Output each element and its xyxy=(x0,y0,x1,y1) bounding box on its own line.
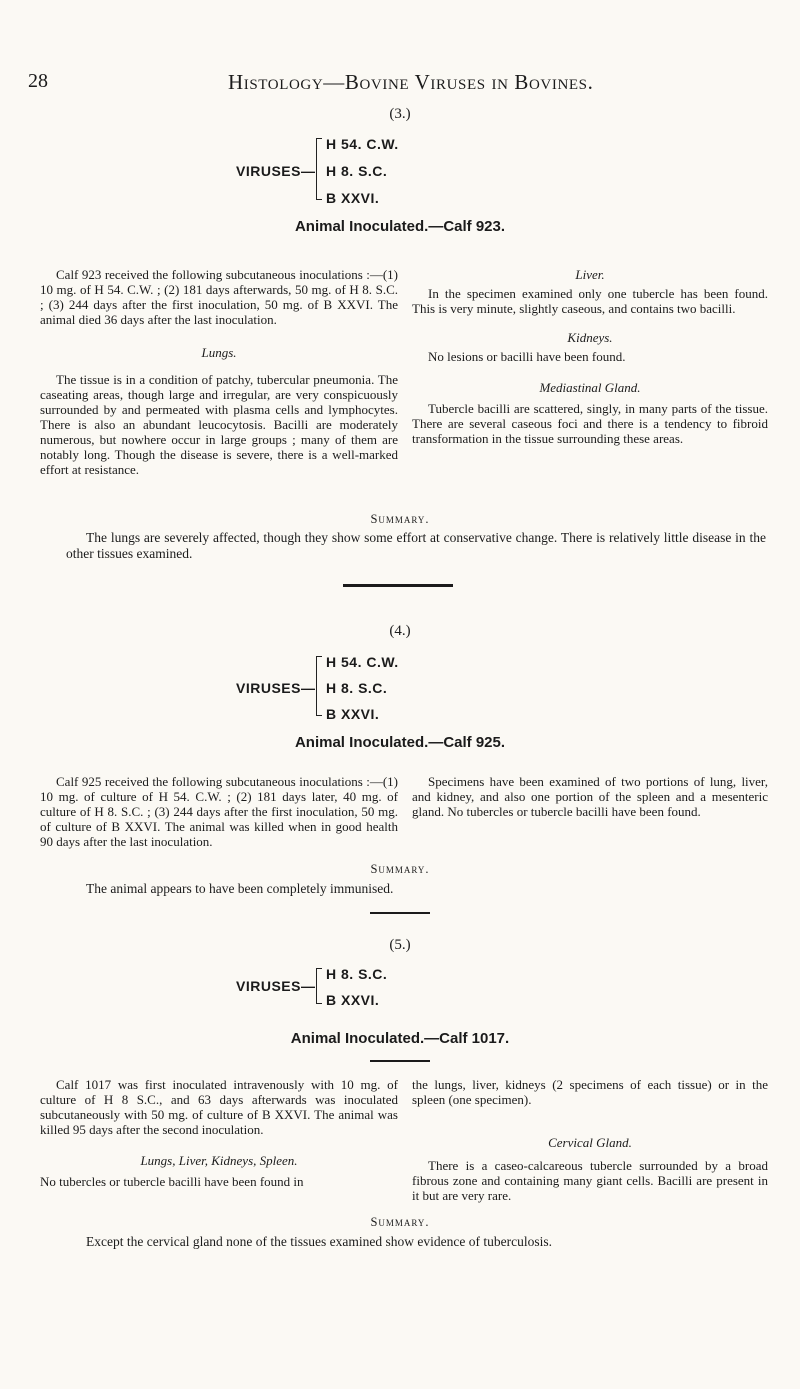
summary-heading: Summary. xyxy=(370,1215,430,1229)
summary-heading: Summary. xyxy=(370,862,430,876)
virus-item: B XXVI. xyxy=(326,706,380,722)
virus-item: B XXVI. xyxy=(326,190,380,206)
mediastinal-paragraph: Tubercle bacilli are scattered, singly, in many parts of the tissue. There are several caseous foci and there is a tendency to fibroid transformation in the tissue surrounding these areas. xyxy=(412,401,768,446)
right-column xyxy=(412,267,768,446)
section-number: (3.) xyxy=(389,106,411,122)
right-column xyxy=(412,1077,768,1203)
page-header xyxy=(28,70,788,100)
animal-title: Animal Inoculated.—Calf 1017. xyxy=(290,1030,510,1047)
kidneys-heading: Kidneys. xyxy=(567,330,613,345)
virus-item: H 54. C.W. xyxy=(326,654,399,670)
brace xyxy=(316,968,322,1004)
section-divider xyxy=(370,912,430,914)
viruses-block xyxy=(236,134,536,214)
lungs-heading: Lungs. xyxy=(201,345,237,360)
liver-heading: Liver. xyxy=(575,267,605,282)
lungs-paragraph: The tissue is in a condition of patchy, tubercular pneumonia. The caseating areas, though large and irregular, are very conspicuously surrounded by and permeated with plasma cells and lymphocytes. There is also an abundant leucocytosis. Bacilli are moderately numerous, but nowhere occur in large groups ; many of them are notably long. Though the disease is severe, there is a well-marked effort at resistance. xyxy=(40,372,398,477)
section-number: (4.) xyxy=(389,623,411,639)
brace xyxy=(316,656,322,716)
summary-heading: Summary. xyxy=(370,512,430,526)
organs-paragraph: No tubercles or tubercle bacilli have been found in xyxy=(40,1174,304,1189)
section-divider xyxy=(370,1060,430,1062)
kidneys-paragraph: No lesions or bacilli have been found. xyxy=(428,349,626,364)
virus-item: H 54. C.W. xyxy=(326,136,399,152)
viruses-label: VIRUSES— xyxy=(236,163,316,179)
left-column xyxy=(40,1077,398,1189)
intro-paragraph: Calf 925 received the following subcutaneous inoculations :—(1) 10 mg. of culture of H 54. C.W. ; (2) 181 days later, 40 mg. of culture of H 8. S.C. ; (3) 244 days after the first inoculation, 50 mg. of culture of B XXVI. The animal was killed when in good health 90 days after the last inoculation. xyxy=(40,774,398,849)
running-title: Histology—Bovine Viruses in Bovines. xyxy=(228,70,594,94)
viruses-label: VIRUSES— xyxy=(236,978,316,994)
organs-continued: the lungs, liver, kidneys (2 specimens of each tissue) or in the spleen (one specimen). xyxy=(412,1077,768,1107)
virus-item: H 8. S.C. xyxy=(326,966,388,982)
virus-item: H 8. S.C. xyxy=(326,680,388,696)
cervical-heading: Cervical Gland. xyxy=(548,1135,632,1150)
intro-paragraph: Calf 1017 was first inoculated intravenously with 10 mg. of culture of H 8 S.C., and 63 days afterwards was inoculated subcutaneously with 50 mg. of culture of B XXVI. The animal was killed 95 days after the second inoculation. xyxy=(40,1077,398,1137)
brace xyxy=(316,138,322,200)
intro-paragraph: Calf 923 received the following subcutaneous inoculations :—(1) 10 mg. of H 54. C.W. ; (2) 181 days afterwards, 50 mg. of H 8. S.C. ; (3) 244 days after the first inoculation, 50 mg. of B XXVI. The animal died 36 days after the last inoculation. xyxy=(40,267,398,327)
summary-paragraph: The lungs are severely affected, though they show some effort at conservative change. There is relatively little disease in the other tissues examined. xyxy=(66,530,766,561)
section-divider xyxy=(343,584,453,587)
viruses-label: VIRUSES— xyxy=(236,680,316,696)
animal-title: Animal Inoculated.—Calf 923. xyxy=(294,218,506,235)
section-number: (5.) xyxy=(389,937,411,953)
summary-paragraph: Except the cervical gland none of the tissues examined show evidence of tuberculosis. xyxy=(86,1234,552,1249)
left-column xyxy=(40,267,398,477)
viruses-block xyxy=(236,652,536,732)
liver-paragraph: In the specimen examined only one tubercle has been found. This is very minute, slightly caseous, and contains two bacilli. xyxy=(412,286,768,316)
virus-item: H 8. S.C. xyxy=(326,163,388,179)
organs-heading: Lungs, Liver, Kidneys, Spleen. xyxy=(140,1153,298,1168)
cervical-paragraph: There is a caseo-calcareous tubercle surrounded by a broad fibrous zone and containing many giant cells. Bacilli are present in it but are very rare. xyxy=(412,1158,768,1203)
findings-paragraph: Specimens have been examined of two portions of lung, liver, and kidney, and also one portion of the spleen and a mesenteric gland. No tubercles or tubercle bacilli have been found. xyxy=(412,774,768,819)
viruses-block xyxy=(236,964,536,1024)
animal-title: Animal Inoculated.—Calf 925. xyxy=(294,734,506,751)
left-column xyxy=(40,774,398,849)
page-number: 28 xyxy=(28,70,48,92)
right-column xyxy=(412,774,768,819)
mediastinal-heading: Mediastinal Gland. xyxy=(539,380,641,395)
virus-item: B XXVI. xyxy=(326,992,380,1008)
summary-paragraph: The animal appears to have been completely immunised. xyxy=(86,881,394,896)
